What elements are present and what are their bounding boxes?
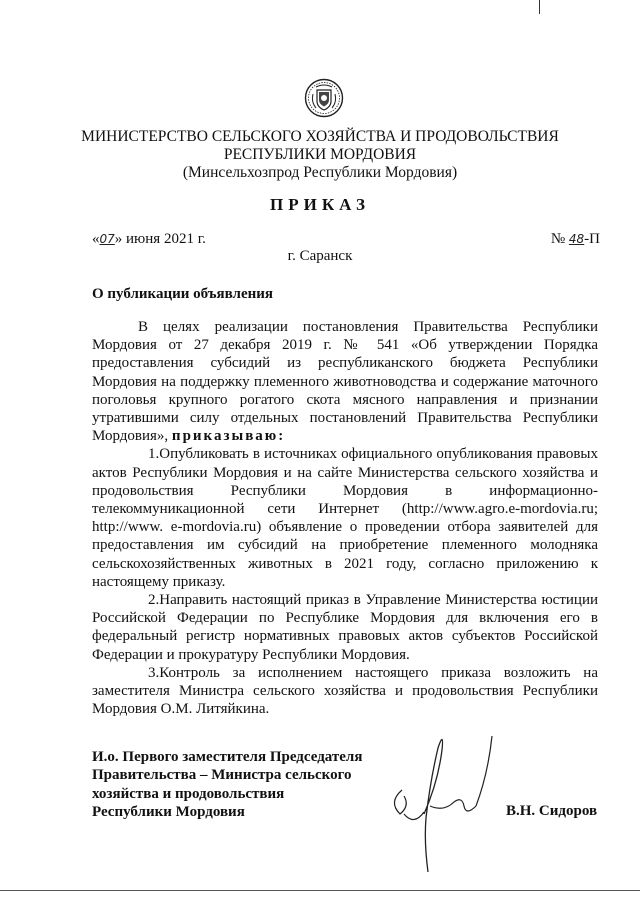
signatory-title-line-3: хозяйства и продовольствия bbox=[92, 785, 285, 802]
date-month-year: июня 2021 г. bbox=[122, 231, 206, 247]
order-item-3: 3.Контроль за исполнением настоящего приказа возложить на заместителя Министра сельского хозяйства и продовольствия Республики Мордовия О.М. Литяйкина. bbox=[92, 664, 598, 718]
order-subject: О публикации объявления bbox=[92, 286, 274, 302]
issue-city: г. Саранск bbox=[287, 248, 353, 264]
ministry-name-line-2: РЕСПУБЛИКИ МОРДОВИЯ bbox=[223, 146, 417, 163]
date-open-quote: « bbox=[92, 231, 100, 247]
preamble-paragraph bbox=[92, 318, 598, 445]
order-date bbox=[92, 231, 206, 248]
order-number-suffix: -П bbox=[584, 231, 600, 247]
preamble-text: В целях реализации постановления Правительства Республики Мордовия от 27 декабря 2019 г. № 541 «Об утверждении Порядка предоставления субсидий из республиканского бюджета Республики Мордовия на поддержку племенного животноводства и содержание маточного поголовья крупного рогатого скота мясного направления и признании утратившими силу отдельных постановлений Правительства Республики Мордовия», bbox=[92, 319, 598, 445]
signatory-title-line-1: И.о. Первого заместителя Председателя bbox=[92, 749, 363, 765]
signatory-title-line-4: Республики Мордовия bbox=[92, 804, 245, 821]
signer-name: В.Н. Сидоров bbox=[506, 803, 598, 819]
date-close-quote: » bbox=[114, 231, 123, 247]
ministry-name-line-1: МИНИСТЕРСТВО СЕЛЬСКОГО ХОЗЯЙСТВА И ПРОДОВОЛЬСТВИЯ bbox=[81, 128, 559, 145]
order-number-handwritten: 48 bbox=[568, 232, 585, 246]
coat-of-arms-emblem bbox=[304, 78, 344, 118]
ministry-short-name: (Минсельхозпрод Республики Мордовия) bbox=[182, 164, 458, 181]
order-item-1: 1.Опубликовать в источниках официального опубликования правовых актов Республики Мордовия и на сайте Министерства сельского хозяйства и продовольствия Республики Мордовия в информационно-телекоммуникационной сети Интернет (http://www.agro.e-mordovia.ru; http://www. e-mordovia.ru) объявление о проведении отбора заявителей для предоставления им субсидий на приобретение племенного молодняка сельскохозяйственных животных в 2021 году, согласно приложению к настоящему приказу. bbox=[92, 446, 598, 590]
handwritten-signature bbox=[380, 722, 510, 882]
order-number bbox=[551, 231, 600, 248]
order-directive: приказываю: bbox=[171, 428, 286, 445]
document-title: ПРИКАЗ bbox=[270, 195, 370, 214]
scan-edge-mark bbox=[539, 0, 540, 14]
signatory-title bbox=[92, 748, 362, 822]
signatory-title-line-2: Правительства – Министра сельского bbox=[92, 767, 352, 784]
order-item-2: 2.Направить настоящий приказ в Управление Министерства юстиции Российской Федерации по Республике Мордовия для включения его в федеральный регистр нормативных правовых актов субъектов Российской Федерации и прокуратуру Республики Мордовия. bbox=[92, 592, 598, 663]
order-number-prefix: № bbox=[550, 231, 569, 247]
order-body bbox=[92, 318, 598, 718]
date-day-handwritten: 07 bbox=[99, 232, 115, 246]
bottom-rule bbox=[0, 890, 640, 891]
